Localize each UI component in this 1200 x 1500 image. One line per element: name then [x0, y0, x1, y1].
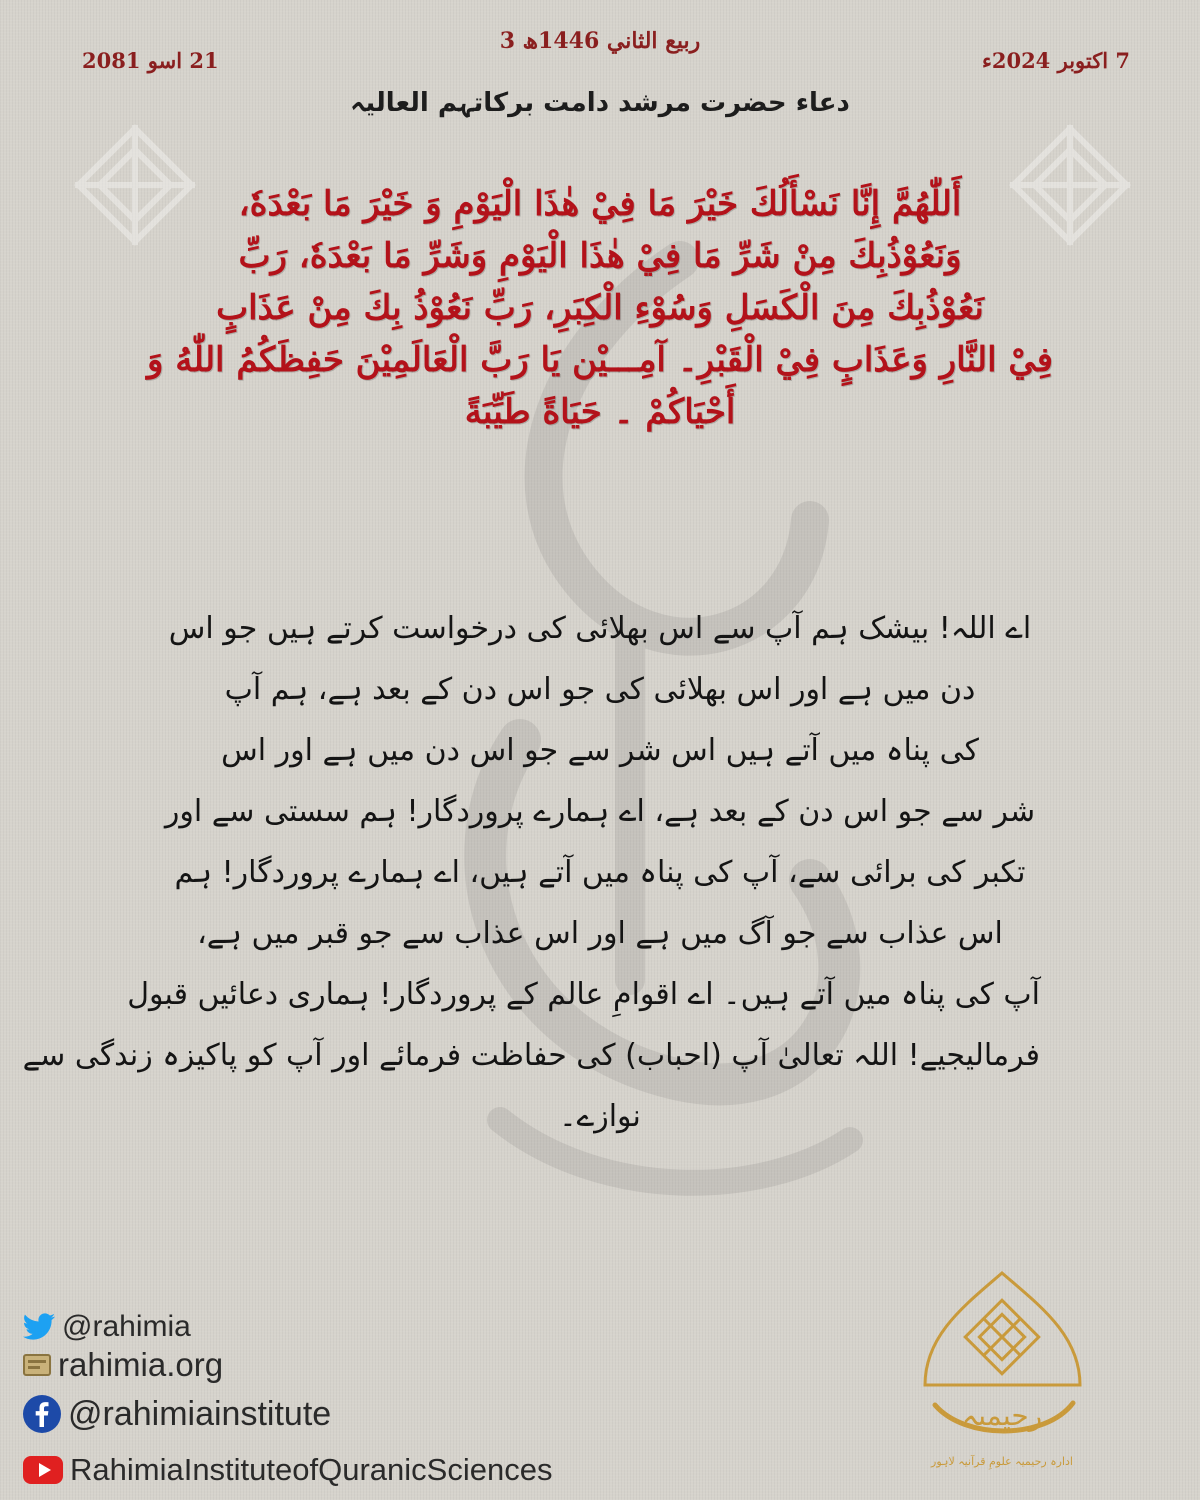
dua-line: أَللّٰهُمَّ إِنَّا نَسْأَلُكَ خَيْرَ مَا فِيْ هٰذَا الْيَوْمِ وَ خَيْرَ مَا بَعْدَهٗ،	[238, 184, 962, 224]
twitter-bird-icon	[22, 1313, 56, 1341]
logo-caption: ادارہ رحیمیہ علومِ قرآنیہ لاہور	[931, 1455, 1073, 1468]
website-url: rahimia.org	[58, 1346, 224, 1383]
youtube-link[interactable]	[22, 1452, 552, 1488]
vikram-date: 21 اسو 2081	[82, 48, 219, 73]
translation-line: شر سے جو اس دن کے بعد ہے، اے ہمارے پروردگار! ہم سستی سے اور	[164, 794, 1036, 829]
translation-line: تکبر کی برائی سے، آپ کی پناہ میں آتے ہیں، اے ہمارے پروردگار! ہم	[174, 855, 1026, 890]
translation-line: دن میں ہے اور اس بھلائی کی جو اس دن کے بعد ہے، ہم آپ	[224, 672, 976, 707]
translation-line: آپ کی پناہ میں آتے ہیں۔ اے اقوامِ عالم کے پروردگار! ہماری دعائیں قبول	[127, 977, 1040, 1012]
dua-line: أَحْيَاكُمْ ۔ حَيَاةً طَيِّبَةً	[464, 392, 736, 432]
youtube-icon	[22, 1455, 64, 1485]
facebook-handle: @rahimiainstitute	[68, 1394, 332, 1433]
youtube-channel: RahimiaInstituteofQuranicSciences	[70, 1452, 553, 1487]
hijri-date: 3 ربيع الثاني 1446ھ	[499, 28, 701, 54]
translation-line: نوازے۔	[559, 1099, 641, 1134]
translation-line: کی پناہ میں آتے ہیں اس شر سے جو اس دن میں ہے اور اس	[221, 733, 979, 768]
gregorian-date: 7 اکتوبر 2024ء	[981, 48, 1130, 73]
translation-line: اس عذاب سے جو آگ میں ہے اور اس عذاب سے جو قبر میں ہے،	[197, 916, 1003, 951]
dua-arabic-text	[130, 178, 1070, 438]
website-link[interactable]	[22, 1346, 223, 1384]
page-subtitle: دعاء حضرت مرشد دامت برکاتہم العالیہ	[350, 88, 850, 118]
translation-line: فرمالیجیے! اللہ تعالیٰ آپ (احباب) کی حفاظت فرمائے اور آپ کو پاکیزہ زندگی سے	[22, 1038, 1040, 1073]
translation-line: اے اللہ! بیشک ہم آپ سے اس بھلائی کی درخواست کرتے ہیں جو اس	[168, 611, 1032, 646]
facebook-link[interactable]	[22, 1394, 331, 1434]
facebook-icon	[22, 1394, 62, 1434]
urdu-translation	[22, 598, 1040, 1147]
twitter-link[interactable]	[22, 1310, 191, 1344]
rahimia-logo	[905, 1265, 1100, 1490]
website-icon	[22, 1351, 52, 1379]
dua-line: فِيْ النَّارِ وَعَذَابٍ فِيْ الْقَبْرِ۔ آمِـــيْن يَا رَبَّ الْعَالَمِيْنَ حَفِظَكُمُ اللّٰهُ وَ	[146, 340, 1054, 380]
dua-line: نَعُوْذُبِكَ مِنَ الْكَسَلِ وَسُوْءِ الْكِبَرِ، رَبِّ نَعُوْذُ بِكَ مِنْ عَذَابٍ	[216, 288, 984, 328]
dua-line: وَنَعُوْذُبِكَ مِنْ شَرِّ مَا فِيْ هٰذَا الْيَوْمِ وَشَرِّ مَا بَعْدَهٗ، رَبِّ	[238, 236, 962, 276]
logo-title: رحیمیہ	[961, 1399, 1043, 1432]
twitter-handle: @rahimia	[62, 1310, 191, 1343]
